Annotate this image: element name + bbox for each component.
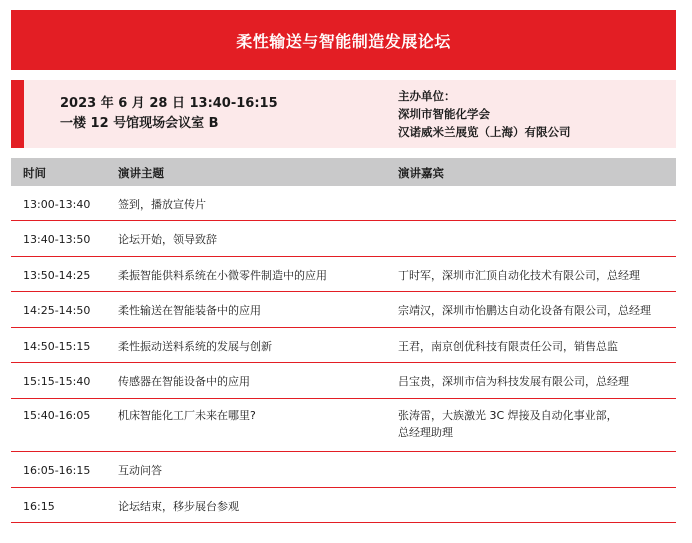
organizer-2: 汉诺威米兰展览（上海）有限公司 [398,125,571,139]
table-row [11,363,676,399]
row-time: 16:05-16:15 [23,464,91,477]
row-time: 15:15-15:40 [23,375,91,388]
table-header [11,158,676,186]
organizer-label: 主办单位： [398,89,456,103]
row-time: 13:40-13:50 [23,233,91,246]
table-row [11,328,676,363]
table-row [11,488,676,523]
event-date-time: 2023 年 6 月 28 日 13:40-16:15 [60,96,278,111]
row-speaker-line2: 总经理助理 [398,426,453,439]
accent-bar [11,80,24,148]
table-row [11,257,676,292]
organizer-block [398,87,571,141]
row-topic: 论坛结束，移步展台参观 [118,500,239,513]
row-time: 13:50-14:25 [23,269,91,282]
row-topic: 柔振智能供料系统在小微零件制造中的应用 [118,269,327,282]
row-speaker: 宗靖汉，深圳市怡鹏达自动化设备有限公司，总经理 [398,304,651,317]
row-time: 16:15 [23,500,55,513]
row-speaker: 吕宝贵，深圳市信为科技发展有限公司，总经理 [398,375,629,388]
row-time: 14:50-15:15 [23,340,91,353]
header-time: 时间 [23,166,46,180]
table-row [11,221,676,257]
row-speaker: 王君，南京创优科技有限责任公司，销售总监 [398,340,618,353]
row-time: 14:25-14:50 [23,304,91,317]
row-time: 13:00-13:40 [23,198,91,211]
row-speaker: 张涛雷，大族激光 3C 焊接及自动化事业部， [398,409,618,422]
forum-title-banner [11,10,676,70]
row-topic: 互动问答 [118,464,162,477]
row-topic: 柔性输送在智能装备中的应用 [118,304,261,317]
row-topic: 机床智能化工厂未来在哪里? [118,409,256,422]
row-topic: 签到，播放宣传片 [118,198,206,211]
event-venue: 一楼 12 号馆现场会议室 B [60,116,219,131]
row-time: 15:40-16:05 [23,409,91,422]
organizer-1: 深圳市智能化学会 [398,107,490,121]
table-row [11,186,676,221]
schedule-table [11,186,676,523]
event-info-panel [11,80,676,148]
event-when [60,94,278,134]
row-speaker: 丁时军，深圳市汇顶自动化技术有限公司，总经理 [398,269,640,282]
forum-title: 柔性输送与智能制造发展论坛 [236,31,451,51]
header-speaker: 演讲嘉宾 [398,166,444,180]
row-topic: 柔性振动送料系统的发展与创新 [118,340,272,353]
row-topic: 传感器在智能设备中的应用 [118,375,250,388]
row-topic: 论坛开始，领导致辞 [118,233,217,246]
table-row [11,399,676,452]
table-row [11,452,676,488]
header-topic: 演讲主题 [118,166,164,180]
table-row [11,292,676,328]
